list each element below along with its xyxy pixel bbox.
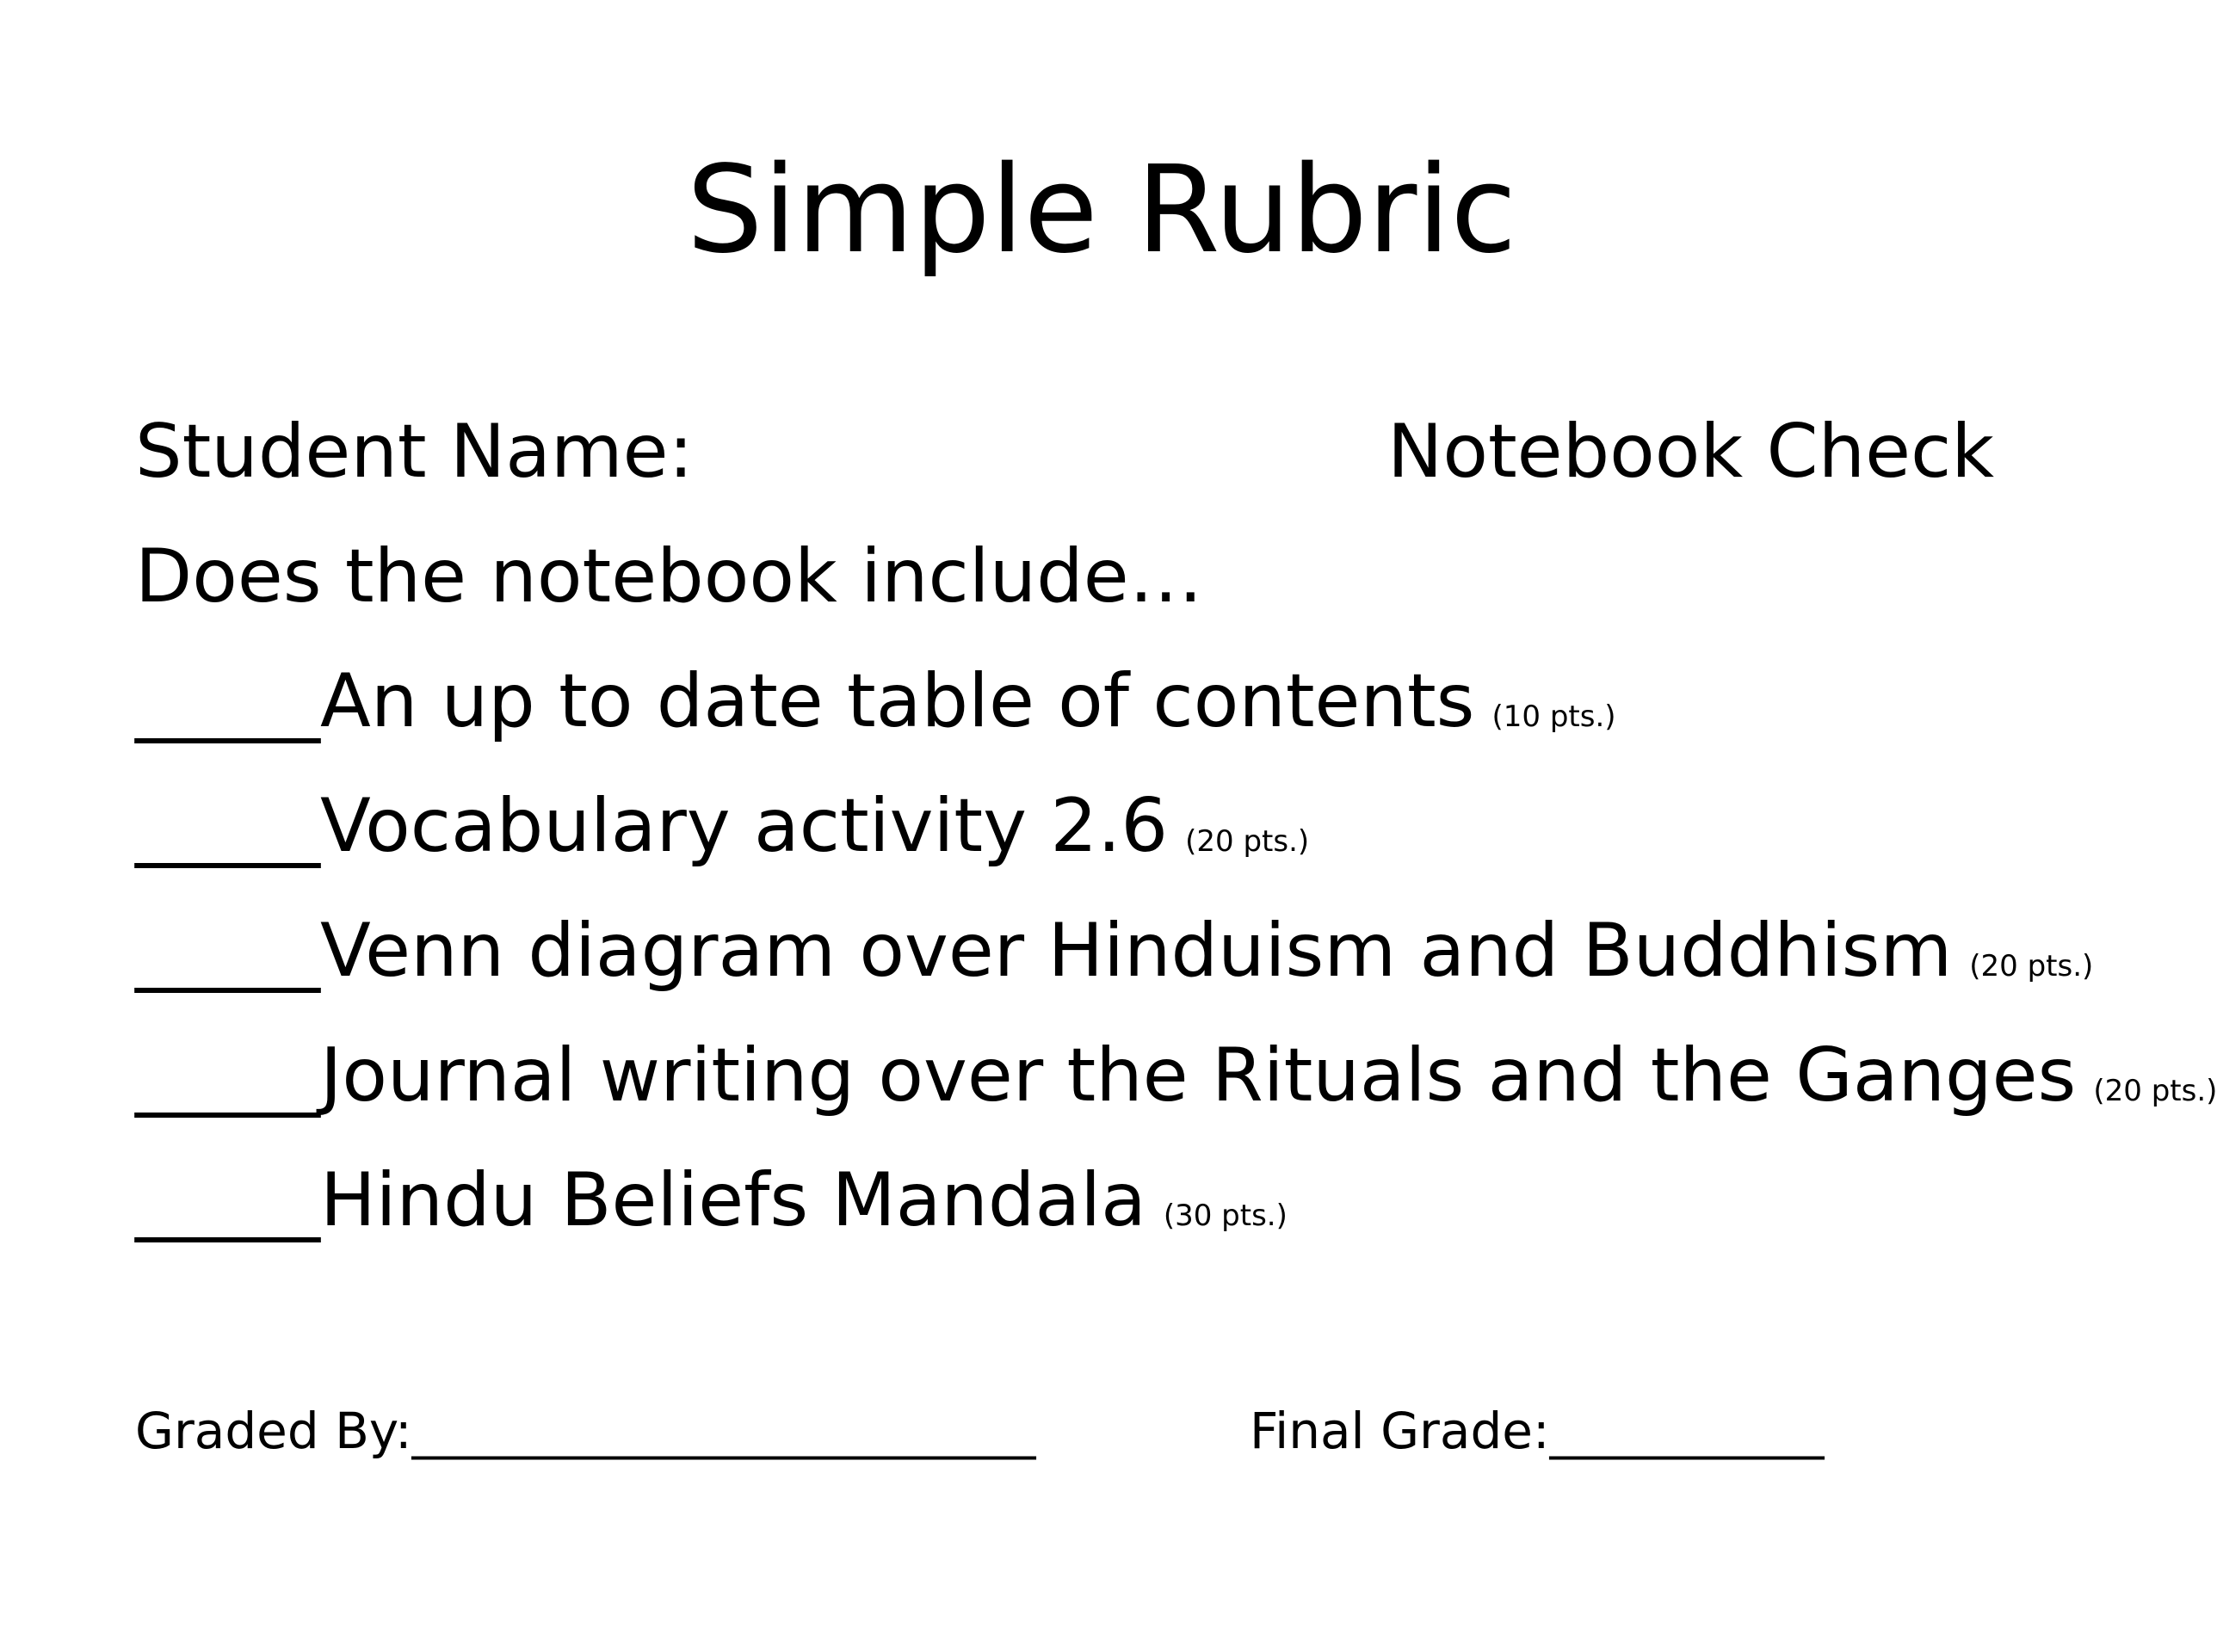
notebook-check-heading: Notebook Check xyxy=(1387,409,1995,495)
checklist-item-text: Journal writing over the Rituals and the Ganges xyxy=(320,1032,2077,1119)
points-label: (20 pts.) xyxy=(2093,1074,2217,1108)
points-label: (10 pts.) xyxy=(1491,700,1616,734)
checkbox-blank[interactable]: _____ xyxy=(135,908,320,994)
checklist-item xyxy=(135,658,1616,760)
checklist-item xyxy=(135,783,1309,885)
checkbox-blank[interactable]: _____ xyxy=(135,658,320,744)
checklist-item-text: An up to date table of contents xyxy=(320,658,1475,744)
points-label: (20 pts.) xyxy=(1969,949,2094,983)
student-name-label: Student Name: xyxy=(135,409,694,495)
checklist-item-text: Venn diagram over Hinduism and Buddhism xyxy=(320,908,1953,994)
checklist-item-text: Vocabulary activity 2.6 xyxy=(320,783,1169,869)
checkbox-blank[interactable]: _____ xyxy=(135,1032,320,1119)
checklist-item xyxy=(135,1032,2217,1134)
checklist-prompt: Does the notebook include… xyxy=(135,533,1203,620)
page-title: Simple Rubric xyxy=(686,140,1517,280)
checkbox-blank[interactable]: _____ xyxy=(135,1157,320,1243)
checkbox-blank[interactable]: _____ xyxy=(135,783,320,869)
graded-by-field[interactable]: Graded By:_________________________ xyxy=(135,1402,1036,1460)
final-grade-field[interactable]: Final Grade:___________ xyxy=(1250,1402,1825,1460)
checklist-item-text: Hindu Beliefs Mandala xyxy=(320,1157,1146,1243)
checklist-item xyxy=(135,1157,1288,1259)
checklist-item xyxy=(135,908,2093,1009)
points-label: (30 pts.) xyxy=(1163,1199,1288,1233)
points-label: (20 pts.) xyxy=(1185,824,1310,859)
